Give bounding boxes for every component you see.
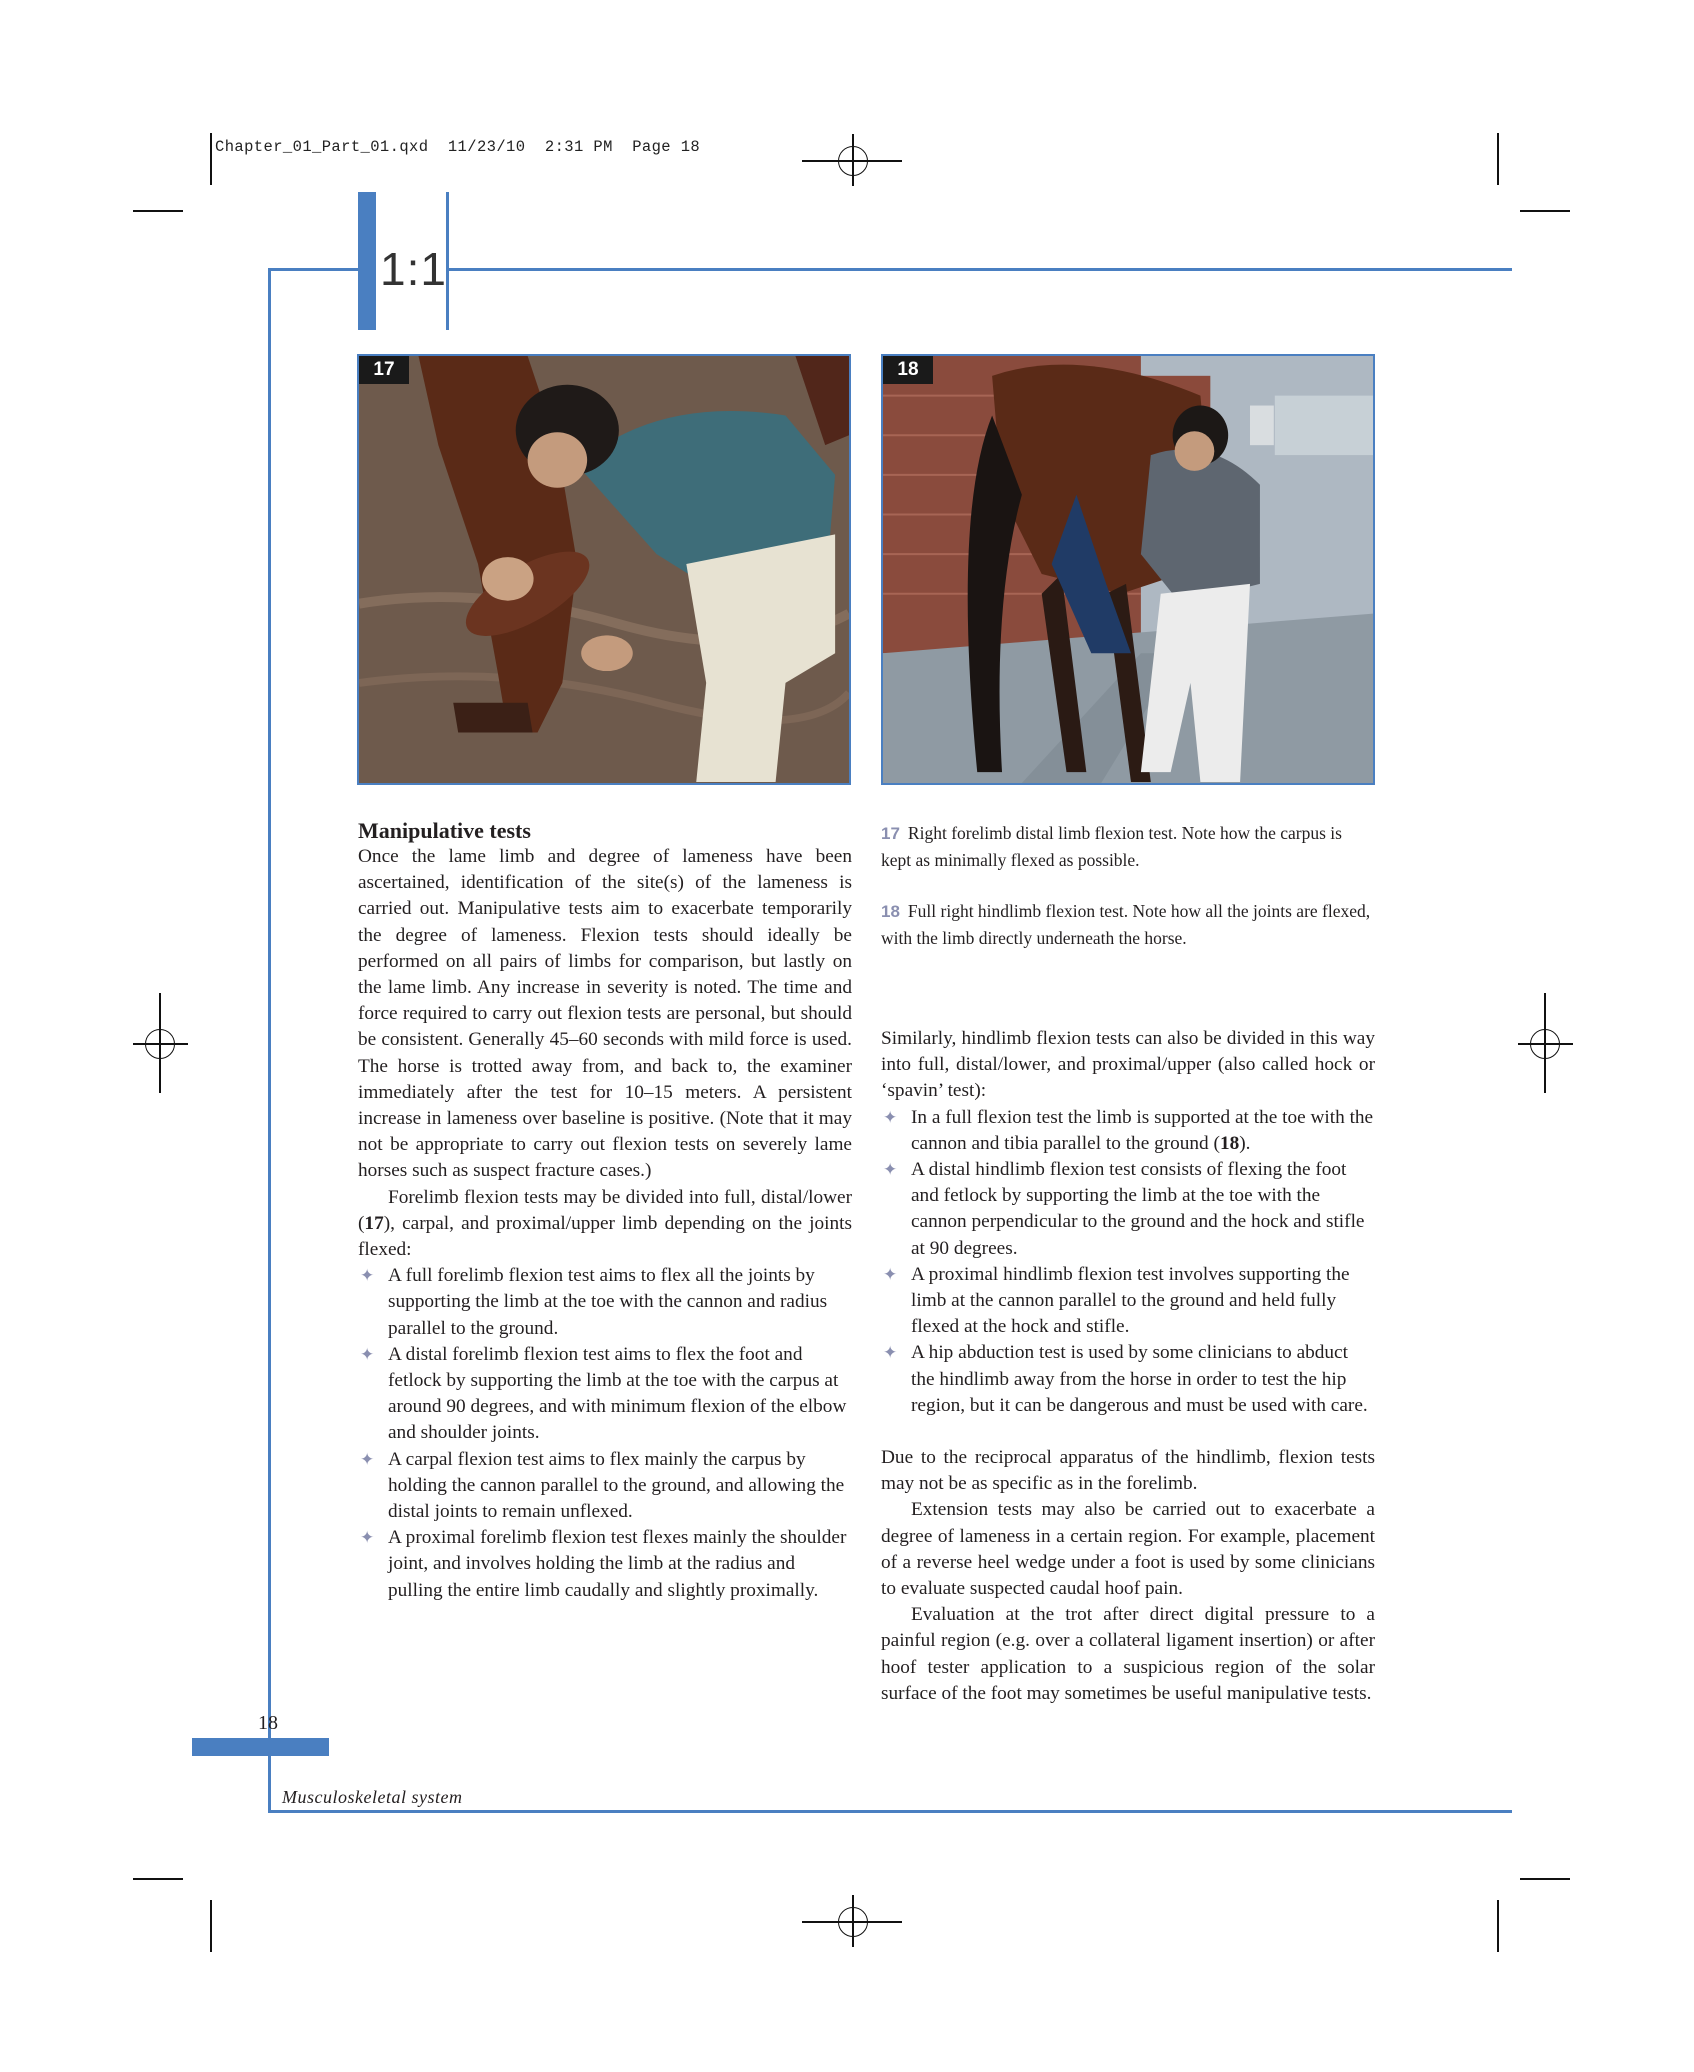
slug-file: Chapter_01_Part_01.qxd xyxy=(215,138,429,156)
paragraph: Due to the reciprocal apparatus of the hindlimb, flexion tests may not be as specific as in the forelimb. xyxy=(881,1447,1375,1495)
paragraph: Similarly, hindlimb flexion tests can also be divided in this way into full, distal/lower, and proximal/upper (also called hock or ‘spavin’ test): xyxy=(881,1028,1375,1102)
running-footer: Musculoskeletal system xyxy=(282,1787,463,1807)
crop-mark xyxy=(210,1900,212,1952)
registration-line xyxy=(852,134,854,186)
registration-line xyxy=(1544,993,1546,1093)
text-run: ). xyxy=(1239,1132,1251,1154)
figure-18-photo xyxy=(883,356,1373,783)
bullet-icon: ✦ xyxy=(883,1264,898,1285)
crop-mark xyxy=(133,210,183,212)
crop-mark xyxy=(1497,133,1499,185)
bottom-rule xyxy=(268,1810,1512,1813)
list-item xyxy=(881,1157,1375,1262)
slug-date: 11/23/10 xyxy=(447,138,526,156)
crop-mark xyxy=(210,133,212,185)
text-run: ), carpal, and proximal/upper limb depending on the joints flexed: xyxy=(358,1212,852,1261)
list-item xyxy=(358,1525,852,1604)
folio-bar xyxy=(192,1738,329,1756)
caption-17-number: 17 xyxy=(881,824,900,843)
registration-line xyxy=(852,1895,854,1947)
registration-line xyxy=(133,1043,188,1045)
left-margin-rule xyxy=(268,268,271,1813)
caption-18-number: 18 xyxy=(881,902,900,921)
caption-18-text: Full right hindlimb flexion test. Note how all the joints are flexed, with the limb directly underneath the horse. xyxy=(881,901,1371,948)
list-item xyxy=(881,1262,1375,1341)
forelimb-test-list xyxy=(358,1263,852,1604)
list-item xyxy=(358,1342,852,1447)
page-number: 18 xyxy=(258,1712,278,1734)
section-heading: Manipulative tests xyxy=(358,818,531,843)
crop-mark xyxy=(1520,1878,1570,1880)
bullet-icon: ✦ xyxy=(360,1528,375,1549)
paragraph xyxy=(358,1185,852,1264)
right-column xyxy=(881,1026,1375,1707)
figure-17-photo xyxy=(359,356,849,783)
figure-ref-18: 18 xyxy=(1219,1132,1240,1154)
list-item xyxy=(881,1105,1375,1157)
crop-mark xyxy=(1497,1900,1499,1952)
list-item-text: A carpal flexion test aims to flex mainly the carpus by holding the cannon parallel to the ground, and allowing the distal joints to remain unflexed. xyxy=(388,1448,845,1523)
list-item xyxy=(881,1340,1375,1419)
list-item-text: A full forelimb flexion test aims to flex all the joints by supporting the limb at the toe with the cannon and radius parallel to the ground. xyxy=(388,1265,828,1339)
list-item xyxy=(358,1263,852,1342)
list-item-text: A proximal forelimb flexion test flexes mainly the shoulder joint, and involves holding the limb at the radius and pulling the entire limb caudally and slightly proximally. xyxy=(388,1527,847,1601)
figure-ref-17: 17 xyxy=(364,1212,384,1234)
figure-18-label: 18 xyxy=(883,356,933,384)
left-column xyxy=(358,818,852,1604)
figure-17 xyxy=(357,354,851,785)
crop-mark xyxy=(1520,210,1570,212)
figure-17-label: 17 xyxy=(359,356,409,384)
chapter-marker: 1:1 xyxy=(380,243,447,295)
slug-page: Page 18 xyxy=(632,138,701,156)
list-item-text: In a full flexion test the limb is supported at the toe with the cannon and tibia parallel to the ground ( xyxy=(911,1106,1374,1154)
bullet-icon: ✦ xyxy=(360,1266,375,1287)
top-rule xyxy=(268,268,358,271)
figure-18 xyxy=(881,354,1375,785)
caption-17 xyxy=(881,820,1375,873)
bullet-icon: ✦ xyxy=(883,1343,898,1364)
paragraph: Extension tests may also be carried out to exacerbate a degree of lameness in a certain region. For example, placement of a reverse heel wedge under a foot is used by some clinicians to evaluate suspected caudal hoof pain. xyxy=(881,1499,1375,1600)
list-item-text: A proximal hindlimb flexion test involves supporting the limb at the cannon parallel to the ground and held fully flexed at the hock and stifle. xyxy=(911,1263,1350,1338)
bullet-icon: ✦ xyxy=(360,1449,375,1470)
list-item-text: A hip abduction test is used by some clinicians to abduct the hindlimb away from the horse in order to test the hip region, but it can be dangerous and must be used with care. xyxy=(911,1342,1368,1416)
caption-18 xyxy=(881,898,1375,951)
registration-line xyxy=(1518,1043,1573,1045)
list-item xyxy=(358,1447,852,1526)
print-slug xyxy=(215,138,700,156)
bullet-icon: ✦ xyxy=(883,1107,898,1128)
hindlimb-test-list xyxy=(881,1105,1375,1419)
paragraph: Evaluation at the trot after direct digital pressure to a painful region (e.g. over a collateral ligament insertion) or after hoof tester application to a suspicious region of the solar surface of the foot may sometimes be useful manipulative tests. xyxy=(881,1604,1375,1704)
list-item-text: A distal hindlimb flexion test consists of flexing the foot and fetlock by supporting the limb at the toe with the cannon perpendicular to the ground and the hock and stifle at 90 degrees. xyxy=(911,1159,1365,1259)
chapter-tab-bar xyxy=(358,192,376,330)
text-run: Forelimb flexion tests may be divided into full, distal/lower ( xyxy=(358,1186,852,1234)
paragraph: Once the lame limb and degree of lameness have been ascertained, identification of the site(s) of the lameness is carried out. Manipulative tests aim to exacerbate temporarily the degree of lameness. Flexion tests should ideally be performed on all pairs of limbs for comparison, but lastly on the lame limb. Any increase in severity is noted. The time and force required to carry out flexion tests are personal, but should be consistent. Generally 45–60 seconds with mild force is used. The horse is trotted away from, and back to, the examiner immediately after the test for 10–15 meters. A persistent increase in lameness over baseline is positive. (Note that it may not be appropriate to carry out flexion tests on severely lame horses such as suspect fracture cases.) xyxy=(358,846,852,1182)
registration-line xyxy=(159,993,161,1093)
top-rule xyxy=(449,268,1512,271)
bullet-icon: ✦ xyxy=(360,1344,375,1365)
slug-time: 2:31 PM xyxy=(544,138,613,156)
caption-17-text: Right forelimb distal limb flexion test. Note how the carpus is kept as minimally flexed as possible. xyxy=(881,823,1342,870)
crop-mark xyxy=(133,1878,183,1880)
list-item-text: A distal forelimb flexion test aims to flex the foot and fetlock by supporting the limb at the toe with the carpus at around 90 degrees, and with minimum flexion of the elbow and shoulder joints. xyxy=(388,1343,847,1444)
bullet-icon: ✦ xyxy=(883,1160,898,1181)
